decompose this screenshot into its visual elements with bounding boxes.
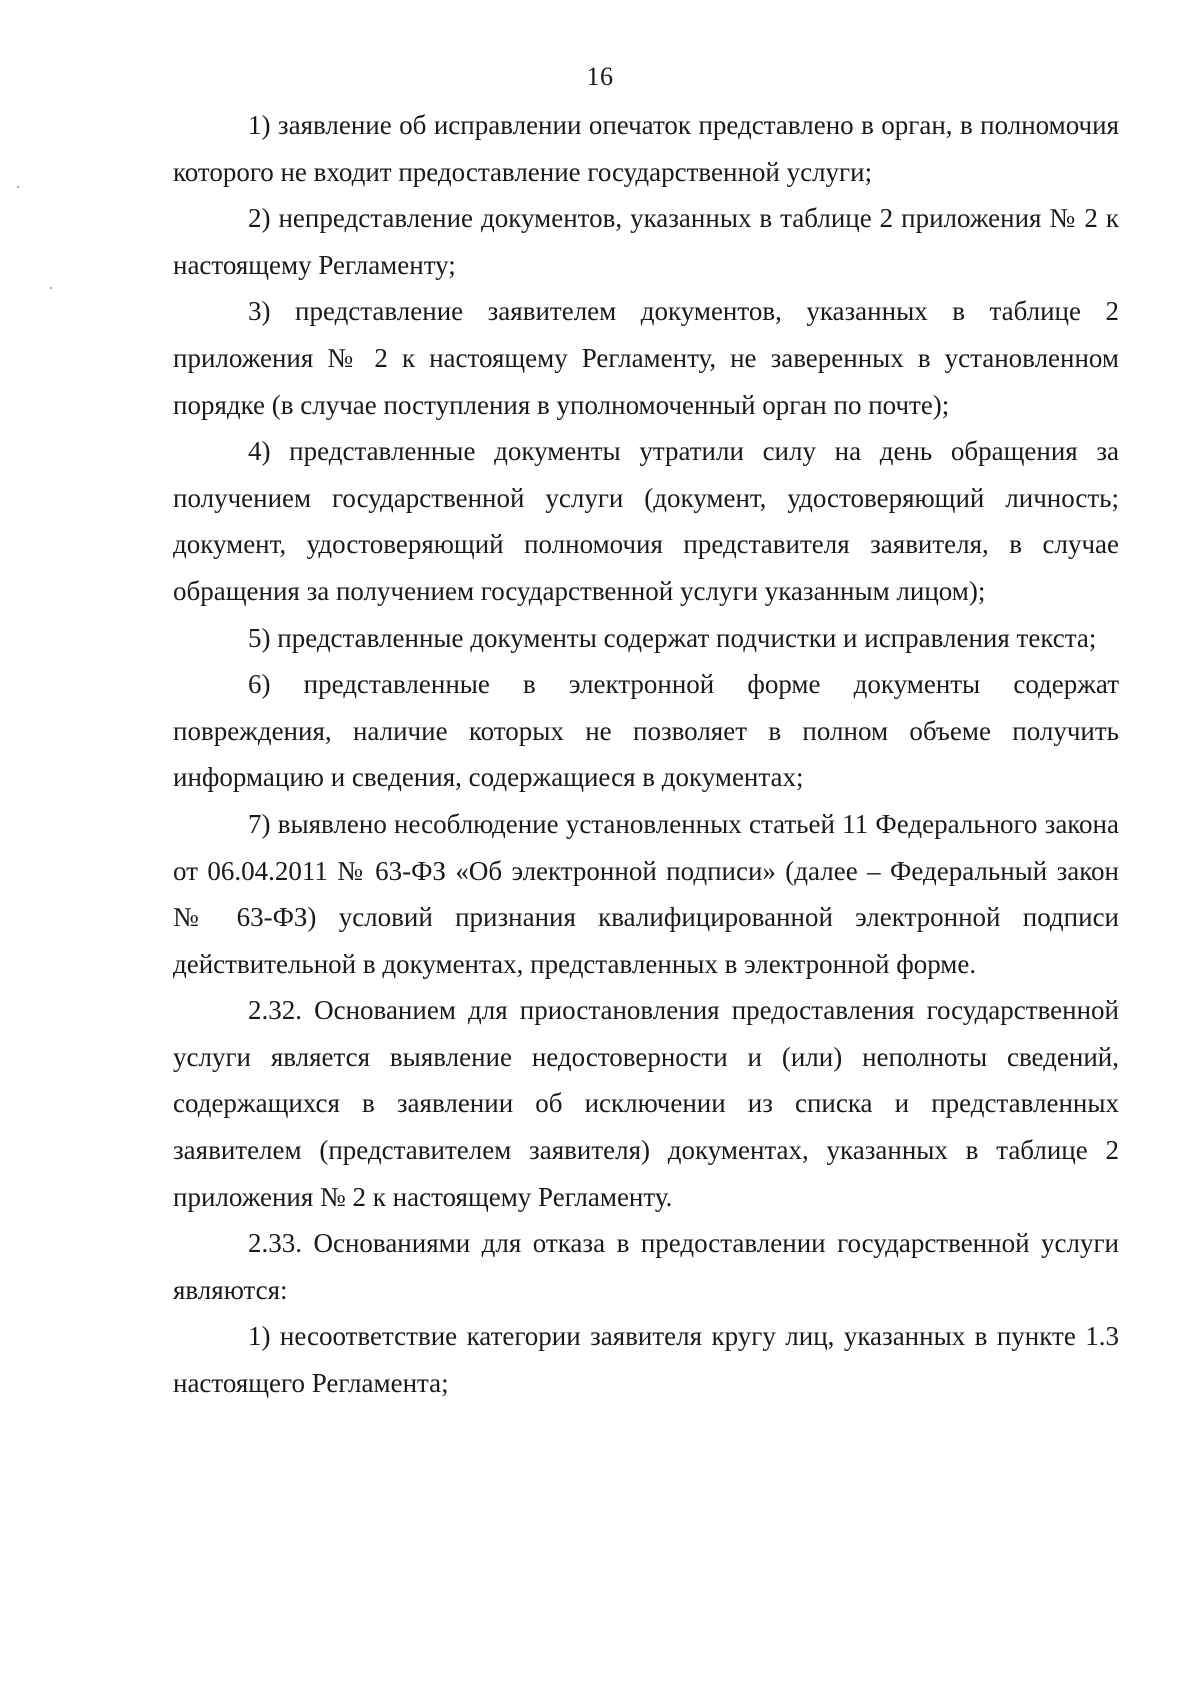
list-item-1-wrong-authority: 1) заявление об исправлении опечаток представлено в орган, в полномочия которого не входит предоставление государственной услуги; [173,110,1119,187]
list-item-6-damaged-electronic-docs: 6) представленные в электронной форме документы содержат повреждения, наличие которых не позволяет в полном объеме получить информацию и сведения, содержащиеся в документах; [173,669,1119,793]
list-item-4-expired-documents: 4) представленные документы утратили силу на день обращения за получением государственной услуги (документ, удостоверяющий личность; документ, удостоверяющий полномочия представителя заявителя, в случае обращения за получением государственной услуги указанным лицом); [173,436,1119,606]
list-item-7-signature-noncompliance: 7) выявлено несоблюдение установленных статьей 11 Федерального закона от 06.04.2011 № 63-ФЗ «Об электронной подписи» (далее – Федеральный закон № 63-ФЗ) условий признания квалифицированной электронной подписи действительной в документах, представленных в электронной форме. [173,808,1119,979]
clause-2-33-refusal-grounds: 2.33. Основаниями для отказа в предоставлении государственной услуги являются: [173,1228,1119,1305]
refusal-item-1-category-mismatch: 1) несоответствие категории заявителя кругу лиц, указанных в пункте 1.3 настоящего Регламента; [173,1321,1119,1399]
page-number: 16 [586,62,614,91]
list-item-5-corrections: 5) представленные документы содержат подчистки и исправления текста; [248,622,1097,653]
document-body [173,102,1119,1407]
clause-2-32-suspension: 2.32. Основанием для приостановления предоставления государственной услуги является выявление недостоверности и (или) неполноты сведений, содержащихся в заявлении об исключении из списка и представленных заявителем (представителем заявителя) документах, указанных в таблице 2 приложения № 2 к настоящему Регламенту. [173,995,1119,1212]
scan-speck-mark [17,186,19,188]
list-item-2-missing-documents: 2) непредставление документов, указанных в таблице 2 приложения № 2 к настоящему Регламенту; [173,203,1119,280]
scan-speck-mark [50,287,52,289]
list-item-3-unverified-documents: 3) представление заявителем документов, указанных в таблице 2 приложения № 2 к настоящему Регламенту, не заверенных в установленном порядке (в случае поступления в уполномоченный орган по почте); [173,296,1119,420]
